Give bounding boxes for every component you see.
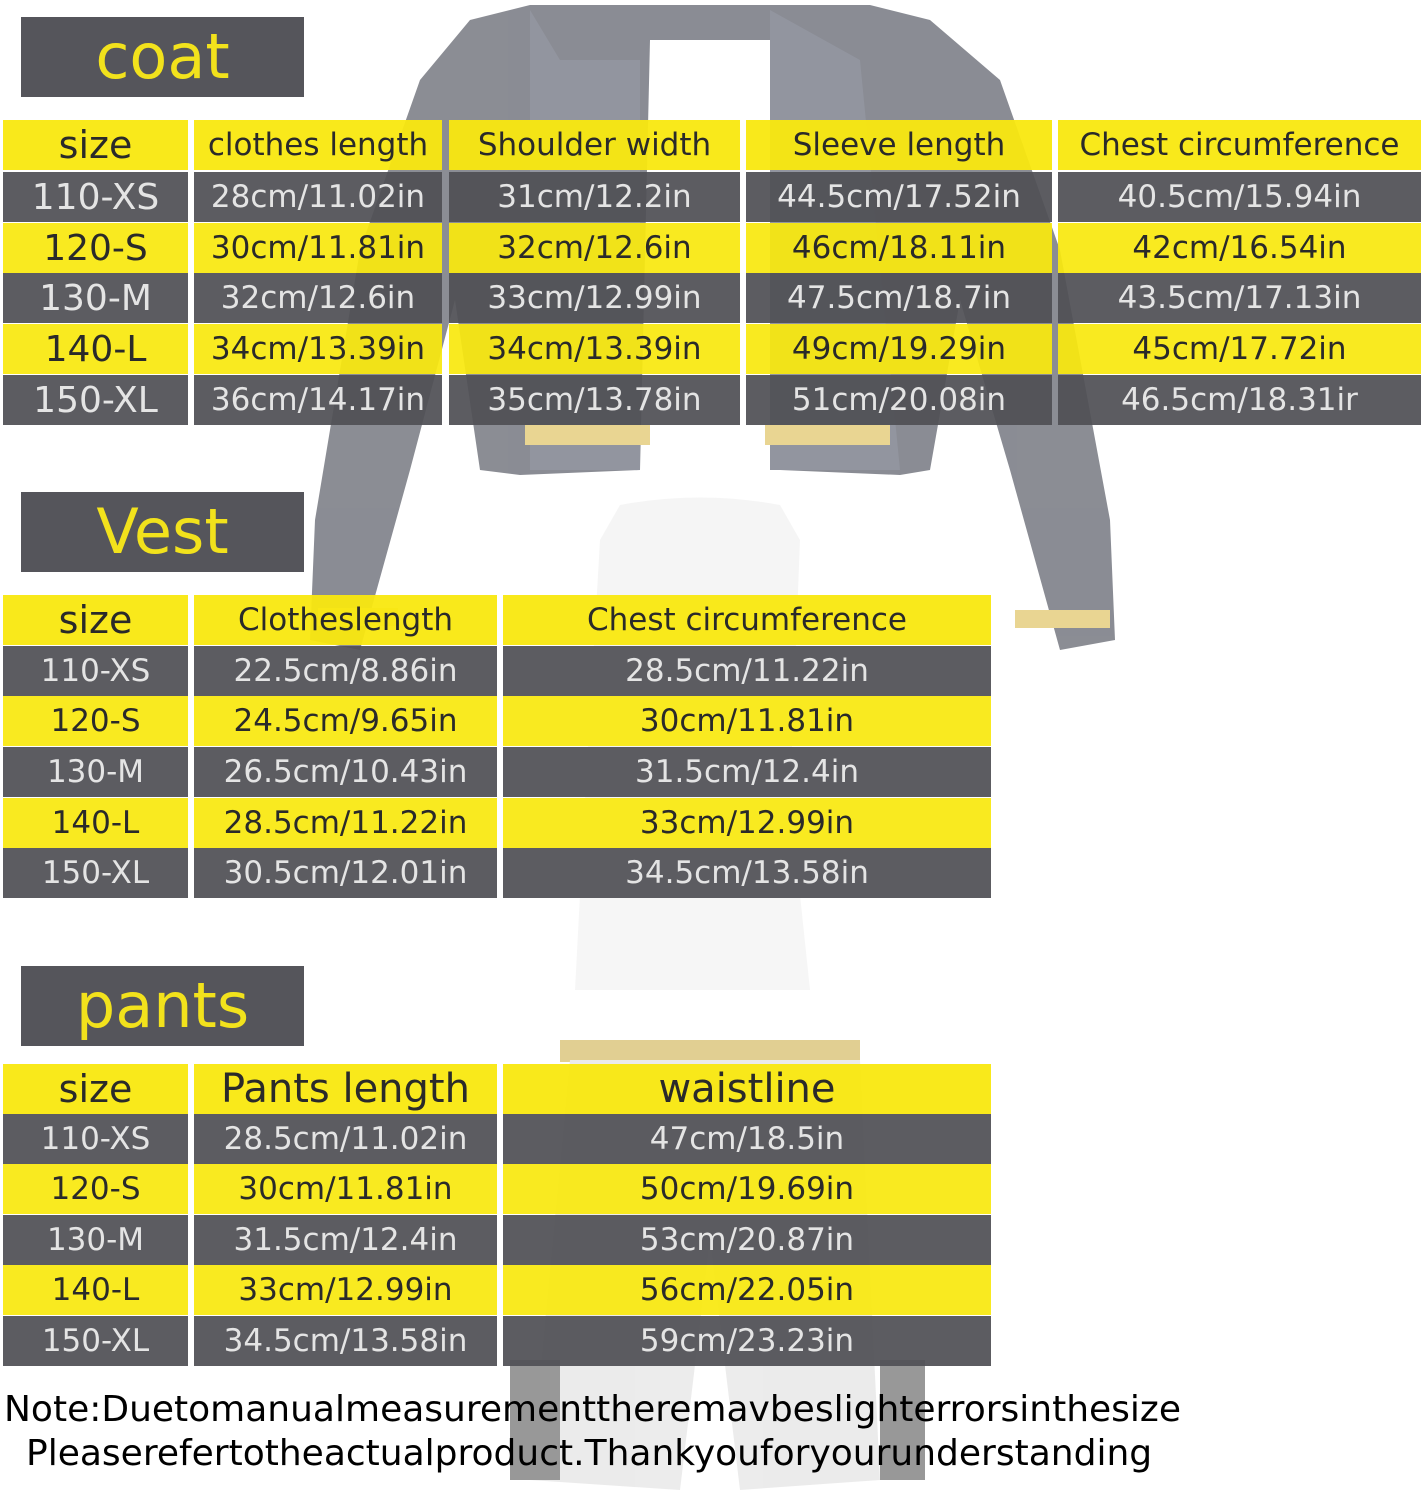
size-cell: 130-M xyxy=(3,1215,188,1265)
measurement-cell: 22.5cm/8.86in xyxy=(194,646,497,696)
size-cell: 150-XL xyxy=(3,375,188,425)
column-header: clothes length xyxy=(194,120,442,170)
size-cell: 130-M xyxy=(3,273,188,323)
size-cell: 140-L xyxy=(3,798,188,848)
size-cell: 140-L xyxy=(3,1265,188,1315)
measurement-cell: 53cm/20.87in xyxy=(503,1215,991,1265)
measurement-cell: 36cm/14.17in xyxy=(194,375,442,425)
measurement-cell: 46.5cm/18.31ir xyxy=(1058,375,1421,425)
size-cell: 120-S xyxy=(3,1164,188,1214)
size-cell: 130-M xyxy=(3,747,188,797)
measurement-cell: 42cm/16.54in xyxy=(1058,223,1421,273)
measurement-cell: 28.5cm/11.02in xyxy=(194,1114,497,1164)
measurement-cell: 46cm/18.11in xyxy=(746,223,1052,273)
measurement-cell: 31.5cm/12.4in xyxy=(194,1215,497,1265)
column-header: Chest circumference xyxy=(503,595,991,645)
vest-section-title: Vest xyxy=(21,492,304,572)
size-cell: 140-L xyxy=(3,324,188,374)
measurement-cell: 28.5cm/11.22in xyxy=(503,646,991,696)
measurement-cell: 30.5cm/12.01in xyxy=(194,848,497,898)
column-header: Clotheslength xyxy=(194,595,497,645)
measurement-cell: 45cm/17.72in xyxy=(1058,324,1421,374)
measurement-cell: 33cm/12.99in xyxy=(194,1265,497,1315)
note-line-2: Pleaserefertotheactualproduct.Thankyouforyourunderstanding xyxy=(26,1433,1153,1474)
size-cell: 110-XS xyxy=(3,646,188,696)
measurement-cell: 49cm/19.29in xyxy=(746,324,1052,374)
measurement-cell: 40.5cm/15.94in xyxy=(1058,172,1421,222)
column-header: Sleeve length xyxy=(746,120,1052,170)
size-cell: 120-S xyxy=(3,696,188,746)
column-header: size xyxy=(3,1064,188,1114)
measurement-cell: 44.5cm/17.52in xyxy=(746,172,1052,222)
measurement-cell: 32cm/12.6in xyxy=(194,273,442,323)
size-cell: 120-S xyxy=(3,223,188,273)
measurement-cell: 51cm/20.08in xyxy=(746,375,1052,425)
measurement-cell: 26.5cm/10.43in xyxy=(194,747,497,797)
measurement-cell: 56cm/22.05in xyxy=(503,1265,991,1315)
measurement-cell: 47.5cm/18.7in xyxy=(746,273,1052,323)
pants-section-title: pants xyxy=(21,966,304,1046)
size-cell: 110-XS xyxy=(3,1114,188,1164)
note-line-1: Note:Duetomanualmeasurementtheremavbeslighterrorsinthesize xyxy=(4,1389,1181,1430)
column-header: Pants length xyxy=(194,1064,497,1114)
measurement-cell: 43.5cm/17.13in xyxy=(1058,273,1421,323)
column-header: size xyxy=(3,120,188,170)
measurement-cell: 30cm/11.81in xyxy=(503,696,991,746)
coat-section-title: coat xyxy=(21,17,304,97)
measurement-cell: 33cm/12.99in xyxy=(449,273,740,323)
measurement-cell: 33cm/12.99in xyxy=(503,798,991,848)
measurement-note xyxy=(4,1388,1419,1476)
column-header: Shoulder width xyxy=(449,120,740,170)
column-header: Chest circumference xyxy=(1058,120,1421,170)
measurement-cell: 59cm/23.23in xyxy=(503,1316,991,1366)
measurement-cell: 31cm/12.2in xyxy=(449,172,740,222)
size-cell: 110-XS xyxy=(3,172,188,222)
measurement-cell: 28.5cm/11.22in xyxy=(194,798,497,848)
measurement-cell: 34.5cm/13.58in xyxy=(503,848,991,898)
column-header: size xyxy=(3,595,188,645)
measurement-cell: 30cm/11.81in xyxy=(194,223,442,273)
measurement-cell: 30cm/11.81in xyxy=(194,1164,497,1214)
size-cell: 150-XL xyxy=(3,1316,188,1366)
measurement-cell: 31.5cm/12.4in xyxy=(503,747,991,797)
measurement-cell: 34.5cm/13.58in xyxy=(194,1316,497,1366)
measurement-cell: 24.5cm/9.65in xyxy=(194,696,497,746)
measurement-cell: 47cm/18.5in xyxy=(503,1114,991,1164)
measurement-cell: 32cm/12.6in xyxy=(449,223,740,273)
measurement-cell: 34cm/13.39in xyxy=(449,324,740,374)
measurement-cell: 28cm/11.02in xyxy=(194,172,442,222)
measurement-cell: 35cm/13.78in xyxy=(449,375,740,425)
column-header: waistline xyxy=(503,1064,991,1114)
measurement-cell: 34cm/13.39in xyxy=(194,324,442,374)
size-cell: 150-XL xyxy=(3,848,188,898)
measurement-cell: 50cm/19.69in xyxy=(503,1164,991,1214)
